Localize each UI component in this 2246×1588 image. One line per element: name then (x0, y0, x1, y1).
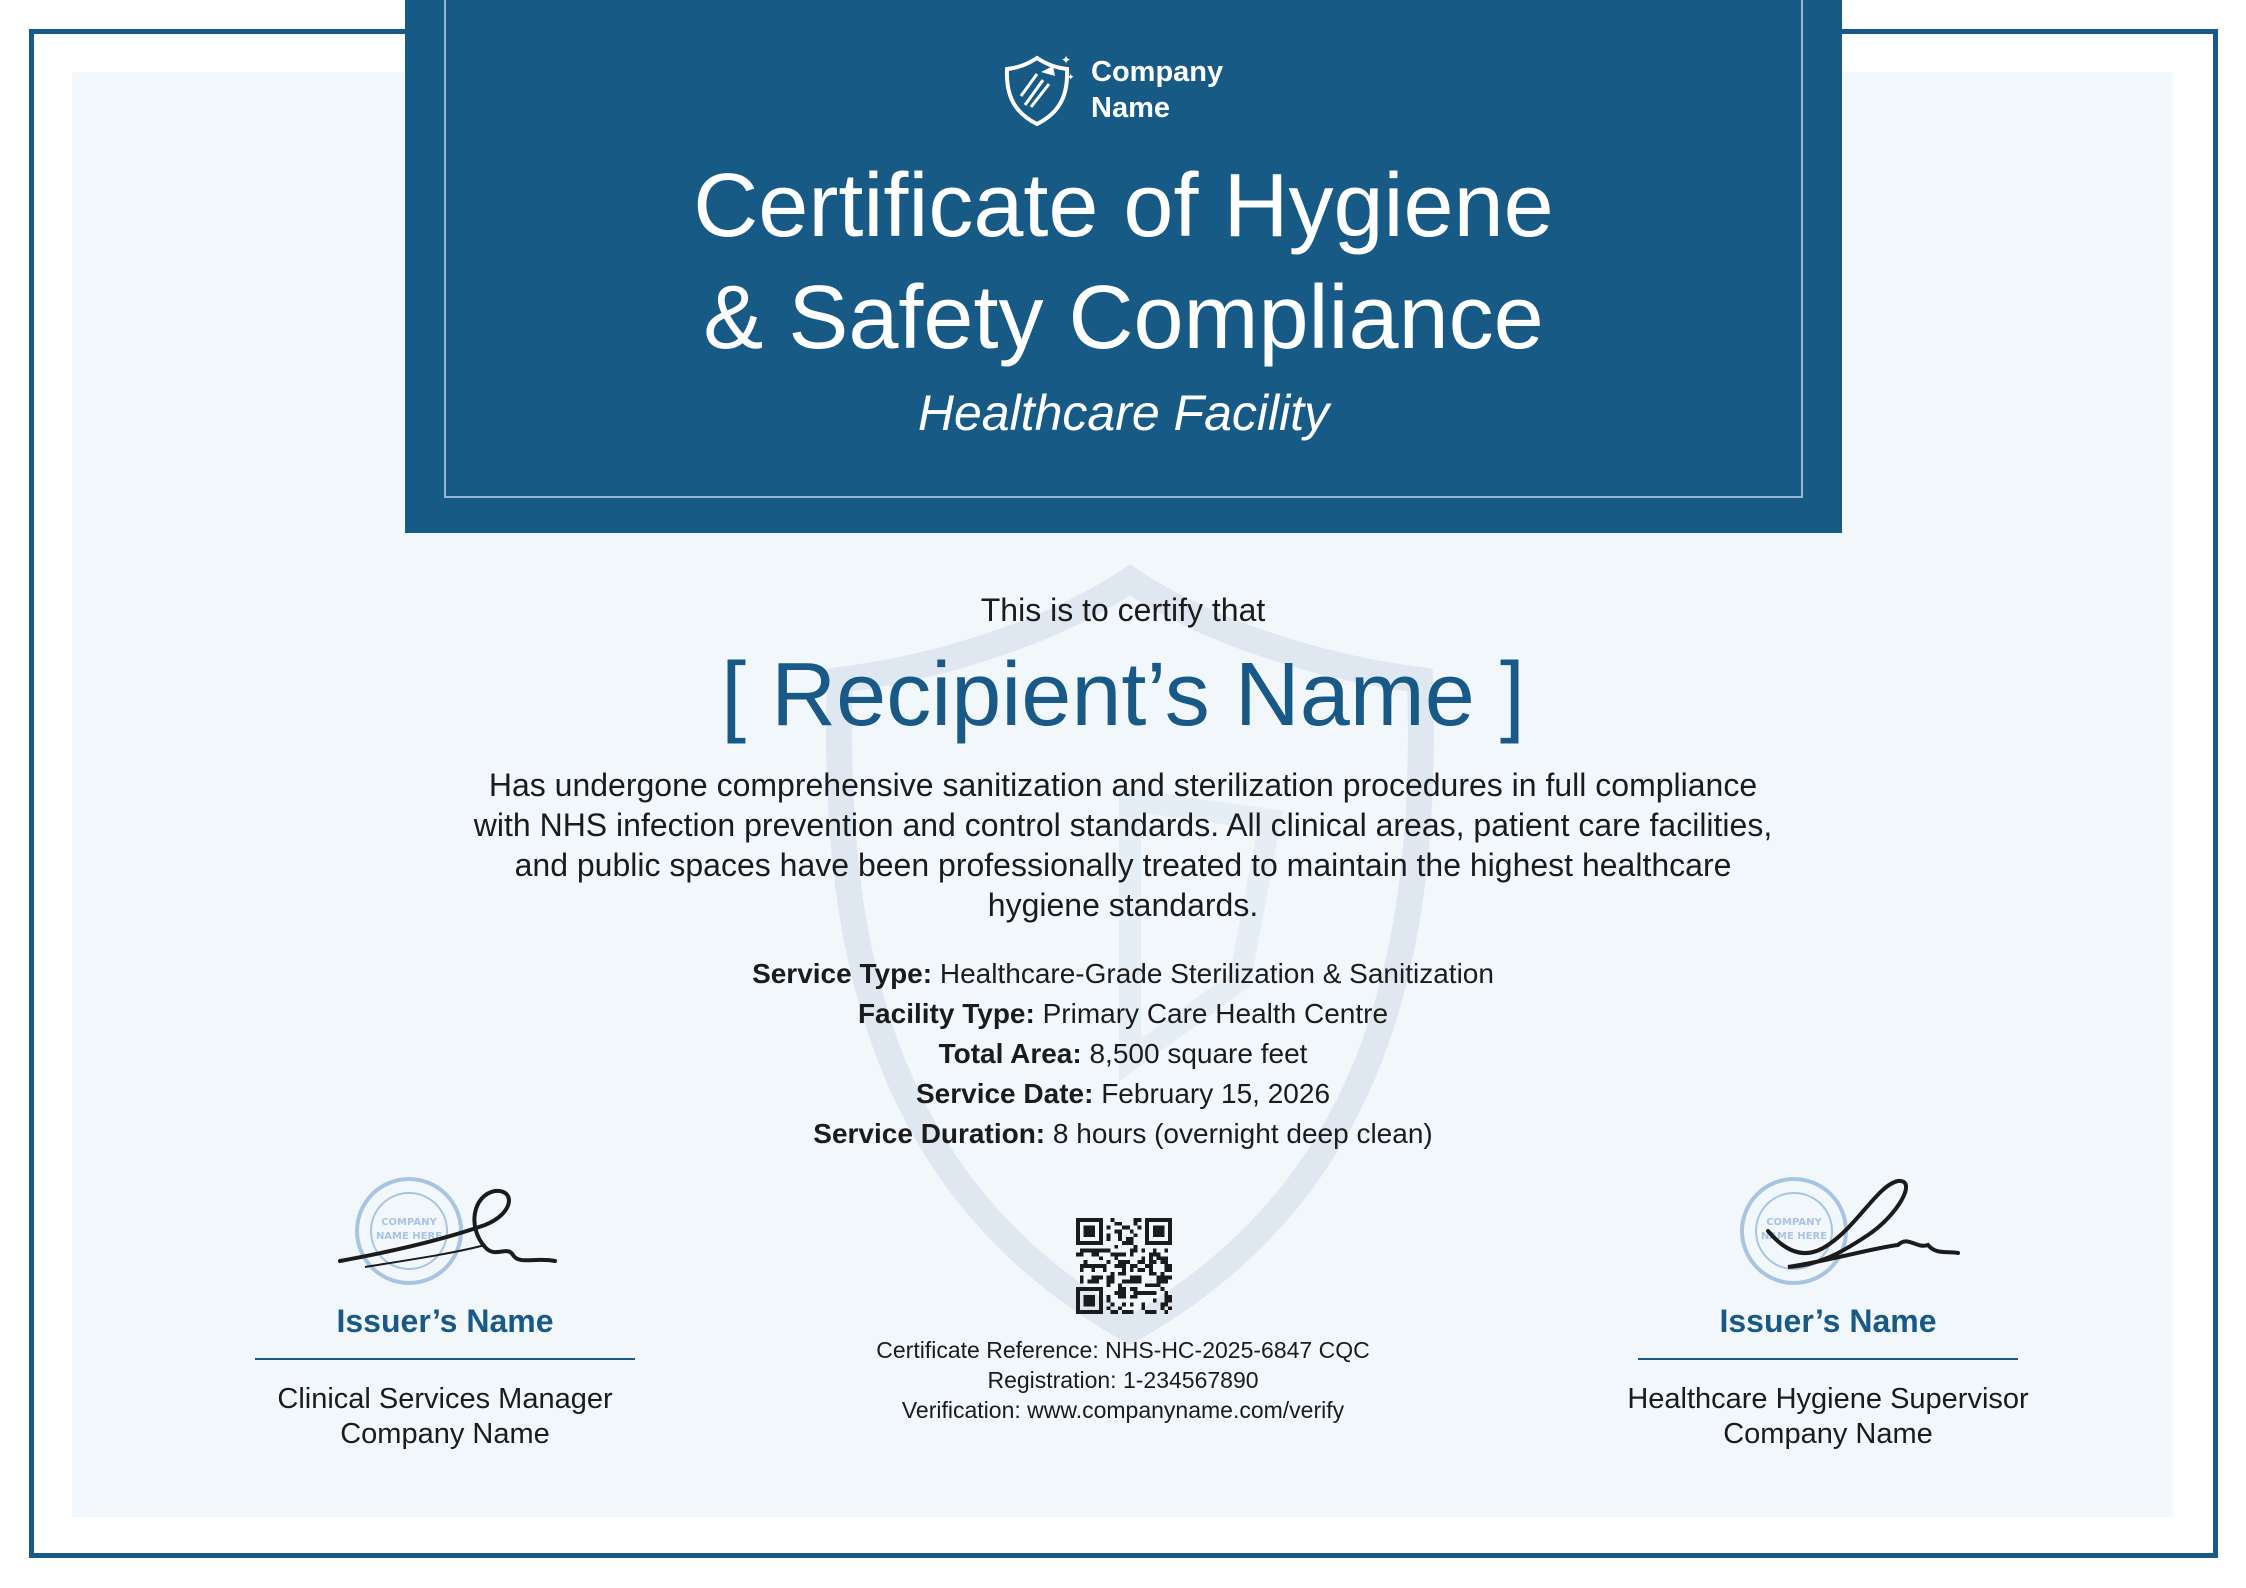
company-name-logo-text: Company Name (1091, 56, 1224, 124)
signature-line-right (1638, 1358, 2018, 1360)
detail-row-service-type: Service Type: Healthcare-Grade Sterilization & Sanitization (752, 958, 1494, 989)
detail-row-service-duration: Service Duration: 8 hours (overnight deep clean) (813, 1118, 1433, 1149)
company-logo (997, 50, 1261, 130)
svg-text:✦: ✦ (1061, 53, 1072, 67)
svg-text:NAME HERE: NAME HERE (1760, 1231, 1828, 1242)
shield-sparkle-icon (997, 50, 1077, 130)
svg-text:COMPANY: COMPANY (1766, 1217, 1822, 1228)
detail-row-service-date: Service Date: February 15, 2026 (915, 1078, 1331, 1109)
svg-text:✦: ✦ (1067, 73, 1075, 83)
certificate-reference: Certificate Reference: NHS-HC-2025-6847 CQC (876, 1337, 1370, 1363)
service-details (0, 954, 2246, 1154)
title-line-1: Certificate of Hygiene (693, 156, 1554, 256)
svg-text:NAME HERE: NAME HERE (375, 1231, 443, 1242)
handwritten-signature-left (335, 1175, 575, 1293)
signature-graphic-left (215, 1175, 675, 1293)
handwritten-signature-right (1748, 1175, 1978, 1293)
certificate-subtitle: Healthcare Facility (917, 385, 1330, 441)
verification-url[interactable]: Verification: www.companyname.com/verify (901, 1397, 1345, 1423)
issuer-name-right: Issuer’s Name (1719, 1303, 1937, 1339)
issuer-company-left: Company Name (340, 1418, 550, 1450)
header-banner (405, 0, 1842, 533)
detail-row-facility-type: Facility Type: Primary Care Health Centre (857, 998, 1389, 1029)
issuer-company-right: Company Name (1723, 1418, 1933, 1450)
signature-block-right (1598, 1175, 2058, 1452)
certify-statement: This is to certify that (980, 592, 1266, 628)
issuer-role-right: Healthcare Hygiene Supervisor (1627, 1383, 2029, 1415)
title-line-2: & Safety Compliance (703, 268, 1544, 368)
registration-number: Registration: 1-234567890 (987, 1367, 1259, 1393)
certificate-title (405, 150, 1842, 374)
svg-text:COMPANY: COMPANY (381, 1217, 437, 1228)
issuer-role-left: Clinical Services Manager (277, 1383, 613, 1415)
signature-graphic-right (1598, 1175, 2058, 1293)
certificate-description: Has undergone comprehensive sanitization and sterilization procedures in full compliance with NHS infection prevention and control standards. All clinical areas, patient care facilities, and public spaces have been professionally treated to maintain the highest healthcare hygiene standards. (473, 767, 1773, 923)
issuer-name-left: Issuer’s Name (336, 1303, 554, 1339)
detail-row-total-area: Total Area: 8,500 square feet (938, 1038, 1308, 1069)
recipient-name: [ Recipient’s Name ] (721, 645, 1525, 745)
verification-qr-code[interactable] (1076, 1218, 1172, 1314)
